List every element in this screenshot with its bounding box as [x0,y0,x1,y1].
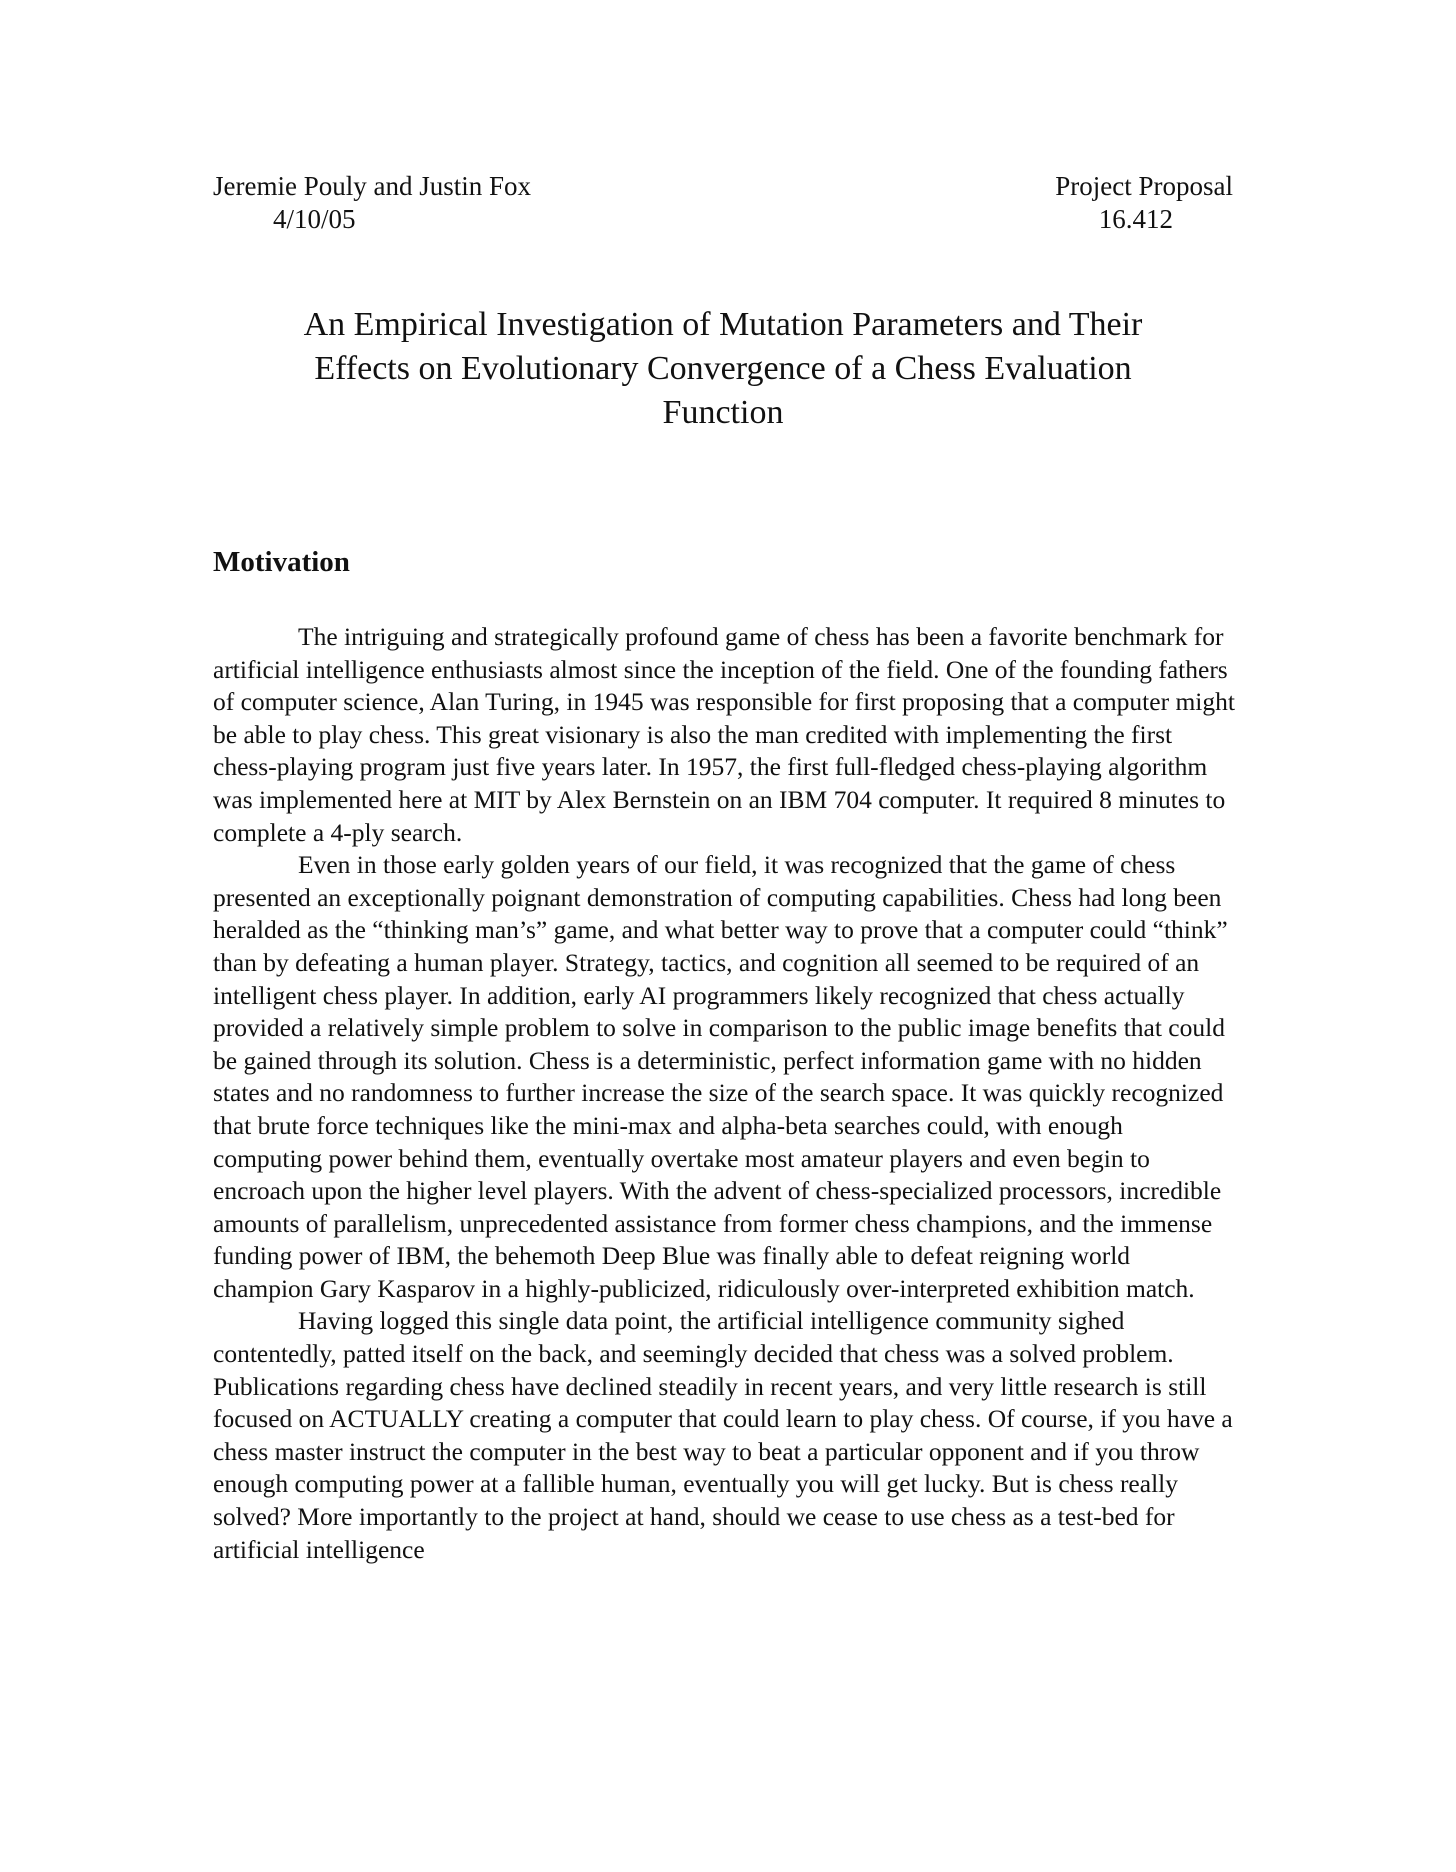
title-line-3: Function [662,394,784,431]
authors: Jeremie Pouly and Justin Fox [213,171,531,201]
paragraph-3: Having logged this single data point, the artificial intelligence community sighed contentedly, patted itself on the back, and seemingly decided that chess was a solved problem. Publications regarding chess have declined steadily in recent years, and very little research is still focused on ACTUALLY creating a computer that could learn to play chess. Of course, if you have a chess master instruct the computer in the best way to beat a particular opponent and if you throw enough computing power at a fallible human, eventually you will get lucky. But is chess really solved? More importantly to the project at hand, should we cease to use chess as a test-bed for artificial intelligence [213,1306,1233,1564]
section-heading: Motivation [213,546,350,578]
title-line-2: Effects on Evolutionary Convergence of a Chess Evaluation [314,350,1132,387]
course-number: 16.412 [1098,204,1173,234]
paragraph-1: The intriguing and strategically profound game of chess has been a favorite benchmark for artificial intelligence enthusiasts almost since the inception of the field. One of the founding fathers of computer science, Alan Turing, in 1945 was responsible for first proposing that a computer might be able to play chess. This great visionary is also the man credited with implementing the first chess-playing program just five years later. In 1957, the first full-fledged chess-playing algorithm was implemented here at MIT by Alex Bernstein on an IBM 704 computer. It required 8 minutes to complete a 4-ply search. [213,622,1235,847]
document-title [213,303,1233,435]
title-line-1: An Empirical Investigation of Mutation Parameters and Their [303,306,1143,343]
header-left [213,170,713,236]
paragraph-2: Even in those early golden years of our field, it was recognized that the game of chess presented an exceptionally poignant demonstration of computing capabilities. Chess had long been heralded as the “thinking man’s” game, and what better way to prove that a computer could “think” than by defeating a human player. Strategy, tactics, and cognition all seemed to be required of an intelligent chess player. In addition, early AI programmers likely recognized that chess actually provided a relatively simple problem to solve in comparison to the public image benefits that could be gained through its solution. Chess is a deterministic, perfect information game with no hidden states and no randomness to further increase the size of the search space. It was quickly recognized that brute force techniques like the mini-max and alpha-beta searches could, with enough computing power behind them, eventually overtake most amateur players and even begin to encroach upon the higher level players. With the advent of chess-specialized processors, incredible amounts of parallelism, unprecedented assistance from former chess champions, and the immense funding power of IBM, the behemoth Deep Blue was finally able to defeat reigning world champion Gary Kasparov in a highly-publicized, ridiculously over-interpreted exhibition match. [213,850,1228,1303]
document-type: Project Proposal [1055,171,1233,201]
section-body [213,621,1235,1566]
header-right [833,170,1233,236]
date: 4/10/05 [273,204,356,234]
